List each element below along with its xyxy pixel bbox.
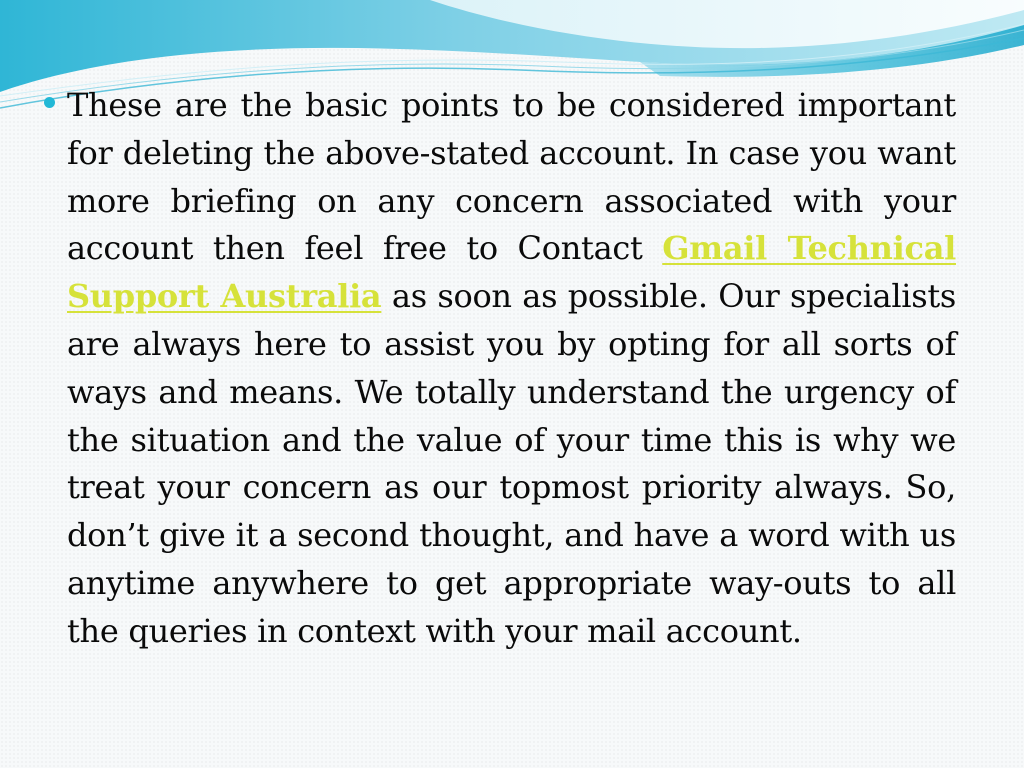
bullet-item	[44, 82, 956, 656]
gmail-support-link[interactable]: Gmail Technical Support Australia	[67, 229, 956, 316]
slide-body	[44, 82, 956, 656]
body-paragraph	[67, 82, 956, 656]
paragraph-text-end: as soon as possible. Our specialists are always here to assist you by opting for all sorts of ways and means. We totally understand the urgency of the situation and the value of your time this is why we treat your concern as our topmost priority always. So, don’t give it a second thought, and have a word with us anytime anywhere to get appropriate way-outs to all the queries in context with your mail account.	[67, 277, 957, 650]
bullet-icon	[44, 97, 55, 108]
paragraph-text-start: These are the basic points to be considered important for deleting the above-stated account. In case you want more briefing on any concern associated with your account then feel free to Contact	[67, 86, 956, 268]
